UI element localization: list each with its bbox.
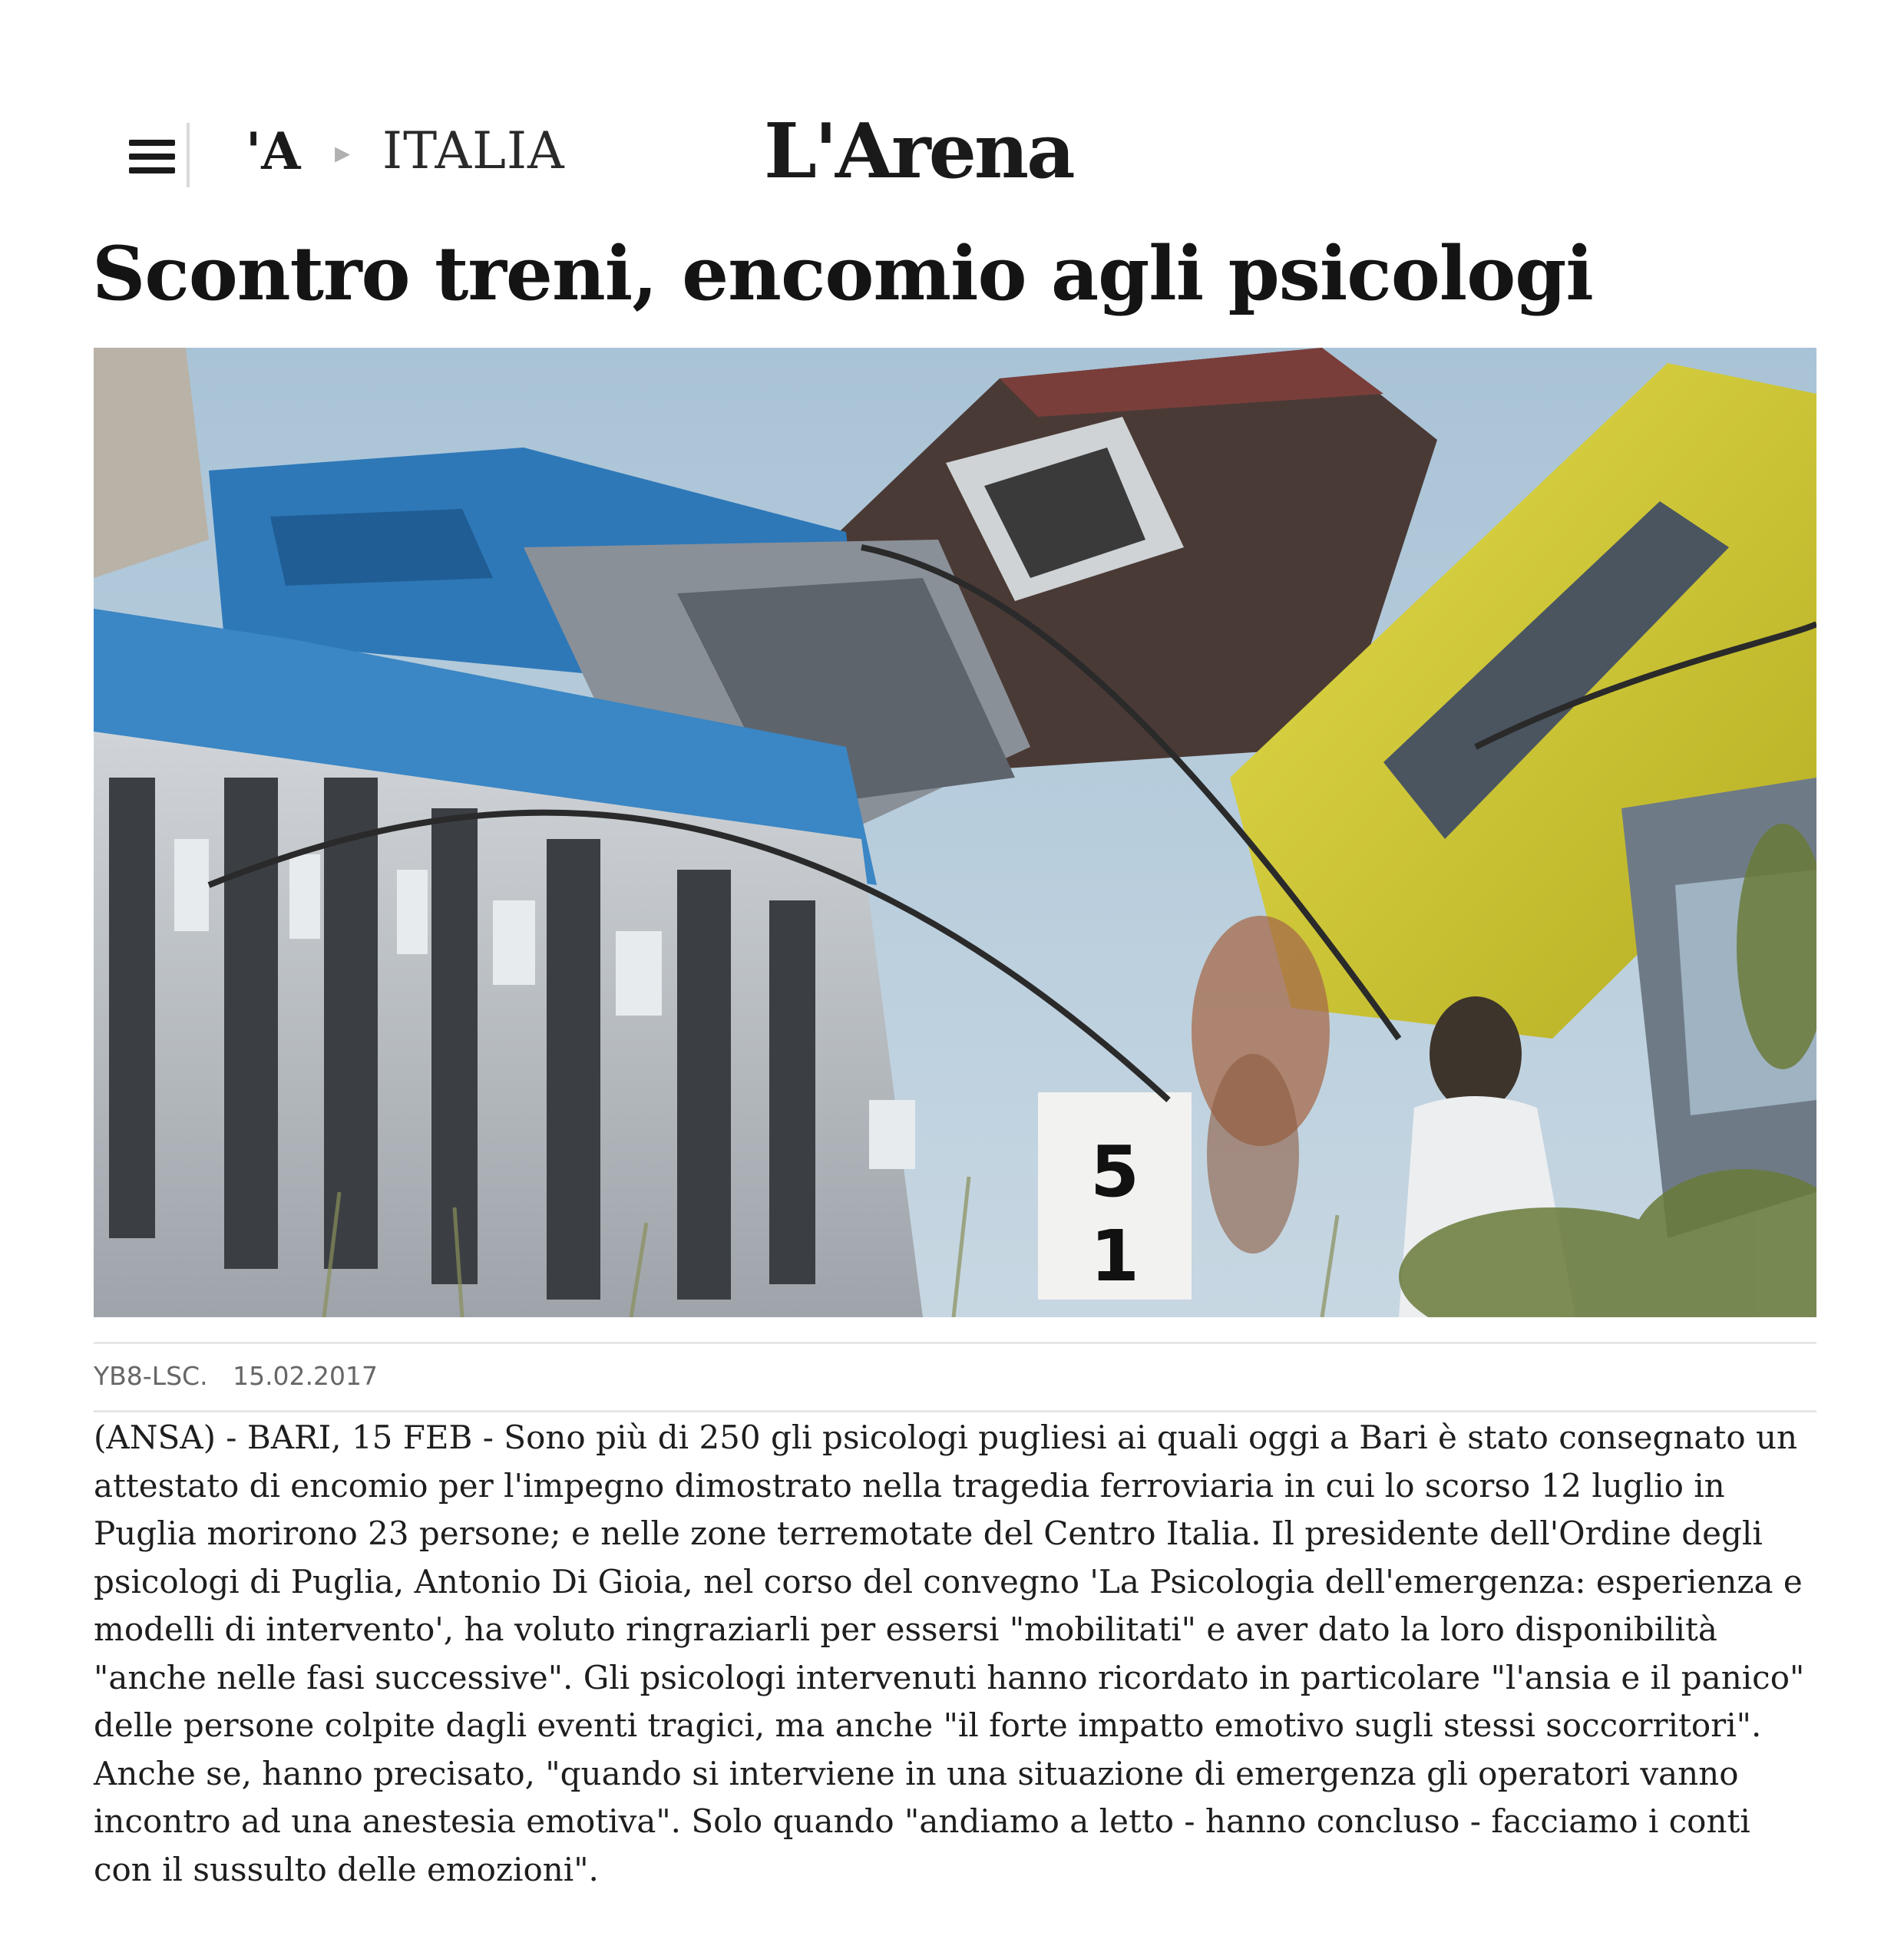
site-header xyxy=(0,92,1904,215)
article-source: YB8-LSC. xyxy=(94,1361,208,1391)
sign-digit-bottom: 1 xyxy=(1089,1215,1140,1297)
brand-logo[interactable]: L'Arena xyxy=(764,107,1073,196)
breadcrumb-arrow-icon: ▸ xyxy=(335,135,351,170)
article-photo xyxy=(94,348,1816,1317)
meta-divider-top xyxy=(94,1342,1816,1344)
hamburger-menu-icon[interactable] xyxy=(129,140,175,173)
article-meta xyxy=(94,1361,378,1391)
header-divider xyxy=(187,123,190,187)
section-logo-link[interactable]: 'A xyxy=(246,121,301,181)
sign-digit-top: 5 xyxy=(1089,1131,1140,1213)
article-date: 15.02.2017 xyxy=(233,1361,378,1391)
article-body: (ANSA) - BARI, 15 FEB - Sono più di 250 gli psicologi pugliesi ai quali oggi a Bari è stato consegnato un attestato di encomio per l'impegno dimostrato nella tragedia ferroviaria in cui lo scorso 12 luglio in Puglia morirono 23 persone; e nelle zone terremotate del Centro Italia. Il presidente dell'Ordine degli psicologi di Puglia, Antonio Di Gioia, nel corso del convegno 'La Psicologia dell'emergenza: esperienza e modelli di intervento', ha voluto ringraziarli per essersi "mobilitati" e aver dato la loro disponibilità "anche nelle fasi successive". Gli psicologi intervenuti hanno ricordato in particolare "l'ansia e il panico" delle persone colpite dagli eventi tragici, ma anche "il forte impatto emotivo sugli stessi soccorritori". Anche se, hanno precisato, "quando si interviene in una situazione di emergenza gli operatori vanno incontro ad una anestesia emotiva". Solo quando "andiamo a letto - hanno concluso - facciamo i conti con il sussulto delle emozioni". xyxy=(94,1419,1805,1888)
breadcrumb-section-link[interactable]: ITALIA xyxy=(382,121,565,180)
article-title: Scontro treni, encomio agli psicologi xyxy=(92,230,1593,317)
meta-divider-bottom xyxy=(94,1410,1816,1412)
